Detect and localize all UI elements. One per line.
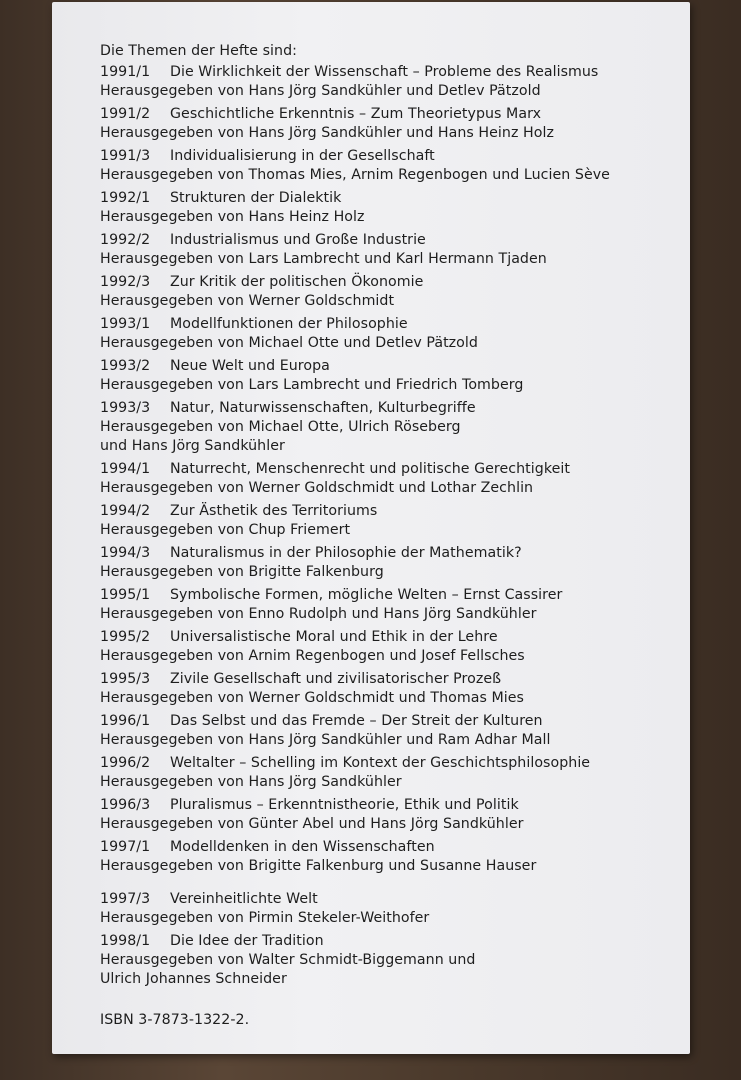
entries-list (100, 63, 680, 989)
entry-title-line (100, 754, 680, 773)
issue-title: Strukturen der Dialektik (170, 190, 342, 206)
list-item (100, 105, 680, 143)
list-item (100, 754, 680, 792)
list-item (100, 147, 680, 185)
issue-title: Das Selbst und das Fremde – Der Streit der Kulturen (170, 713, 543, 729)
list-item (100, 502, 680, 540)
entry-title-line (100, 357, 680, 376)
issue-title: Zur Kritik der politischen Ökonomie (170, 274, 424, 290)
issue-title: Individualisierung in der Gesellschaft (170, 148, 435, 164)
issue-title: Naturalismus in der Philosophie der Mathematik? (170, 545, 522, 561)
issue-editors: Herausgegeben von Hans Jörg Sandkühler und Detlev Pätzold (100, 83, 541, 99)
issue-title: Die Idee der Tradition (170, 933, 324, 949)
issue-editors: Herausgegeben von Michael Otte und Detlev Pätzold (100, 335, 478, 351)
issue-number: 1992/1 (100, 190, 151, 206)
list-item (100, 796, 680, 834)
issue-number: 1991/1 (100, 64, 151, 80)
isbn-number: ISBN 3-7873-1322-2. (100, 1012, 250, 1028)
issue-number: 1995/2 (100, 629, 151, 645)
issue-editors: Ulrich Johannes Schneider (100, 971, 287, 987)
list-item (100, 544, 680, 582)
entry-title-line (100, 189, 680, 208)
issue-title: Die Wirklichkeit der Wissenschaft – Probleme des Realismus (170, 64, 599, 80)
issue-title: Modellfunktionen der Philosophie (170, 316, 408, 332)
list-item (100, 63, 680, 101)
issue-title: Weltalter – Schelling im Kontext der Geschichtsphilosophie (170, 755, 591, 771)
issue-editors: Herausgegeben von Pirmin Stekeler-Weithofer (100, 910, 430, 926)
entry-title-line (100, 712, 680, 731)
issue-editors: Herausgegeben von Arnim Regenbogen und Josef Fellsches (100, 648, 525, 664)
issue-number: 1992/3 (100, 274, 151, 290)
list-item (100, 399, 680, 456)
list-item (100, 315, 680, 353)
issue-number: 1996/1 (100, 713, 151, 729)
issue-editors: Herausgegeben von Thomas Mies, Arnim Regenbogen und Lucien Sève (100, 167, 610, 183)
issue-editors: Herausgegeben von Chup Friemert (100, 522, 351, 538)
entry-title-line (100, 273, 680, 292)
list-item (100, 586, 680, 624)
entry-title-line (100, 586, 680, 605)
issue-number: 1991/3 (100, 148, 151, 164)
issue-editors: Herausgegeben von Brigitte Falkenburg und Susanne Hauser (100, 858, 537, 874)
book-back-cover (52, 2, 690, 1054)
entry-title-line (100, 544, 680, 563)
entry-title-line (100, 231, 680, 250)
issue-number: 1993/1 (100, 316, 151, 332)
issue-number: 1994/2 (100, 503, 151, 519)
entry-title-line (100, 315, 680, 334)
issue-number: 1995/3 (100, 671, 151, 687)
list-item (100, 838, 680, 876)
issue-title: Universalistische Moral und Ethik in der Lehre (170, 629, 498, 645)
issue-editors: Herausgegeben von Lars Lambrecht und Friedrich Tomberg (100, 377, 524, 393)
issue-title: Pluralismus – Erkenntnistheorie, Ethik und Politik (170, 797, 519, 813)
entry-title-line (100, 796, 680, 815)
series-list (100, 42, 680, 1030)
issue-title: Zur Ästhetik des Territoriums (170, 503, 378, 519)
issue-editors: Herausgegeben von Walter Schmidt-Biggemann und (100, 952, 476, 968)
issue-title: Natur, Naturwissenschaften, Kulturbegriffe (170, 400, 476, 416)
issue-title: Neue Welt und Europa (170, 358, 330, 374)
entry-title-line (100, 628, 680, 647)
entry-title-line (100, 105, 680, 124)
list-item (100, 189, 680, 227)
issue-editors: Herausgegeben von Hans Jörg Sandkühler und Ram Adhar Mall (100, 732, 551, 748)
entry-title-line (100, 460, 680, 479)
issue-title: Modelldenken in den Wissenschaften (170, 839, 435, 855)
issue-title: Naturrecht, Menschenrecht und politische Gerechtigkeit (170, 461, 570, 477)
issue-number: 1996/3 (100, 797, 151, 813)
issue-number: 1991/2 (100, 106, 151, 122)
issue-editors: Herausgegeben von Günter Abel und Hans Jörg Sandkühler (100, 816, 524, 832)
issue-editors: Herausgegeben von Werner Goldschmidt und Thomas Mies (100, 690, 524, 706)
issue-editors: Herausgegeben von Werner Goldschmidt (100, 293, 395, 309)
list-item (100, 231, 680, 269)
entry-title-line (100, 63, 680, 82)
issue-number: 1996/2 (100, 755, 151, 771)
issue-number: 1992/2 (100, 232, 151, 248)
issue-number: 1995/1 (100, 587, 151, 603)
list-item (100, 273, 680, 311)
issue-editors: Herausgegeben von Hans Heinz Holz (100, 209, 365, 225)
issue-editors: Herausgegeben von Lars Lambrecht und Karl Hermann Tjaden (100, 251, 547, 267)
list-item (100, 932, 680, 989)
issue-number: 1998/1 (100, 933, 151, 949)
issue-title: Symbolische Formen, mögliche Welten – Ernst Cassirer (170, 587, 563, 603)
issue-title: Vereinheitlichte Welt (170, 891, 318, 907)
issue-editors: und Hans Jörg Sandkühler (100, 438, 285, 454)
list-item (100, 890, 680, 928)
issue-title: Geschichtliche Erkenntnis – Zum Theorietypus Marx (170, 106, 542, 122)
issue-number: 1997/1 (100, 839, 151, 855)
issue-title: Zivile Gesellschaft und zivilisatorischer Prozeß (170, 671, 502, 687)
list-item (100, 670, 680, 708)
issue-editors: Herausgegeben von Hans Jörg Sandkühler und Hans Heinz Holz (100, 125, 554, 141)
entry-title-line (100, 399, 680, 418)
issue-number: 1994/1 (100, 461, 151, 477)
entry-title-line (100, 890, 680, 909)
issue-number: 1997/3 (100, 891, 151, 907)
issue-editors: Herausgegeben von Hans Jörg Sandkühler (100, 774, 402, 790)
list-item (100, 712, 680, 750)
entry-title-line (100, 147, 680, 166)
issue-title: Industrialismus und Große Industrie (170, 232, 426, 248)
issue-editors: Herausgegeben von Brigitte Falkenburg (100, 564, 384, 580)
entry-title-line (100, 502, 680, 521)
entry-title-line (100, 670, 680, 689)
entry-title-line (100, 838, 680, 857)
issue-editors: Herausgegeben von Werner Goldschmidt und Lothar Zechlin (100, 480, 534, 496)
issue-number: 1994/3 (100, 545, 151, 561)
list-item (100, 460, 680, 498)
list-item (100, 357, 680, 395)
issue-editors: Herausgegeben von Enno Rudolph und Hans Jörg Sandkühler (100, 606, 537, 622)
intro-heading: Die Themen der Hefte sind: (100, 43, 297, 59)
list-item (100, 628, 680, 666)
issue-editors: Herausgegeben von Michael Otte, Ulrich Röseberg (100, 419, 461, 435)
issue-number: 1993/3 (100, 400, 151, 416)
issue-number: 1993/2 (100, 358, 151, 374)
entry-title-line (100, 932, 680, 951)
